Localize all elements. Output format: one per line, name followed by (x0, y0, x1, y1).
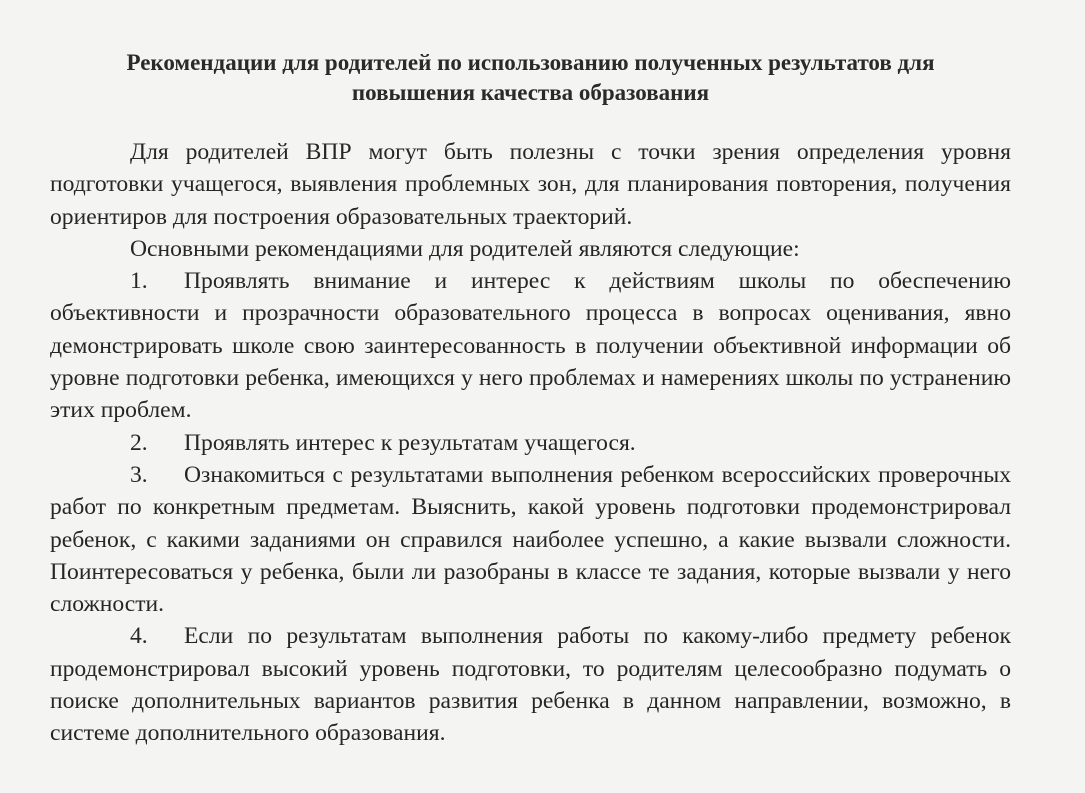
item-number: 2. (130, 429, 148, 456)
recommendation-item-3 (50, 459, 1011, 620)
item-number: 4. (130, 623, 148, 650)
item-number: 3. (130, 461, 148, 488)
item-text: Проявлять внимание и интерес к действиям школы по обеспечению объективности и прозрачности образовательного процесса в вопросах оценивания, явно демонстрировать школе свою заинтересованность в получении объективной информации об уровне подготовки ребенка, имеющихся у него проблемах и намерениях школы по устранению этих проблем. (50, 268, 1011, 424)
recommendation-item-2 (50, 427, 1011, 459)
item-text: Проявлять интерес к результатам учащегося. (184, 429, 636, 456)
document-title (50, 48, 1011, 108)
title-line-2: повышения качества образования (351, 80, 710, 105)
intro-paragraph: Для родителей ВПР могут быть полезны с точки зрения определения уровня подготовки учащегося, выявления проблемных зон, для планирования повторения, получения ориентиров для построения образовательных траекторий. (50, 139, 1011, 230)
document-body (50, 136, 1011, 750)
recommendation-item-1 (50, 265, 1011, 426)
item-number: 1. (130, 268, 148, 295)
item-text: Ознакомиться с результатами выполнения ребенком всероссийских проверочных работ по конкретным предметам. Выяснить, какой уровень подготовки продемонстрировал ребенок, с какими заданиями он справился наиболее успешно, а какие вызвали сложности. Поинтересоваться у ребенка, были ли разобраны в классе те задания, которые вызвали у него сложности. (50, 461, 1011, 618)
title-line-1: Рекомендации для родителей по использованию полученных результатов для (126, 50, 935, 75)
recommendation-item-4 (50, 620, 1011, 749)
item-text: Если по результатам выполнения работы по какому-либо предмету ребенок продемонстрировал высокий уровень подготовки, то родителям целесообразно подумать о поиске дополнительных вариантов развития ребенка в данном направлении, возможно, в системе дополнительного образования. (50, 623, 1011, 747)
lead-paragraph: Основными рекомендациями для родителей являются следующие: (130, 235, 800, 262)
